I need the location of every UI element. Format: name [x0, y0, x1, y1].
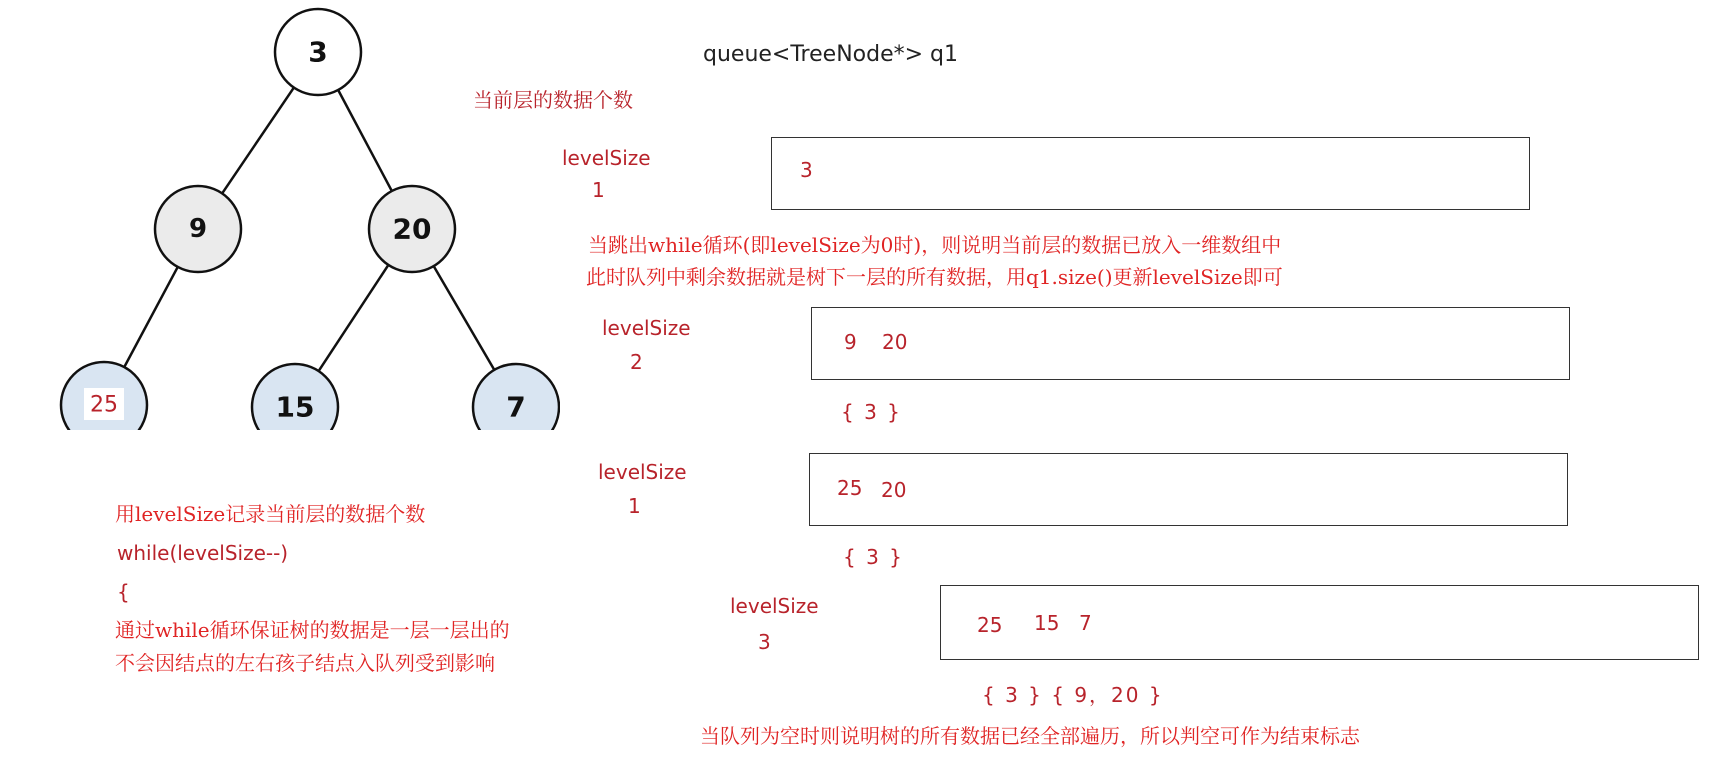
code-note-line-1: 用levelSize记录当前层的数据个数	[115, 502, 426, 526]
tree-node-value: 25	[90, 392, 118, 418]
code-note-line-2: while(levelSize--)	[117, 541, 289, 565]
tree-edge	[222, 88, 294, 194]
levelsize-label-2: levelSize	[602, 316, 691, 340]
tree-node-value: 9	[188, 214, 208, 244]
popped-nodes-3: { 3 }	[843, 545, 904, 569]
levelsize-label-1: levelSize	[562, 146, 651, 170]
tree-node-3	[275, 9, 361, 95]
queue-value: 25	[837, 476, 863, 500]
queue-value: 20	[882, 330, 908, 354]
queue-value: 3	[800, 158, 813, 182]
tree-node-20	[369, 186, 455, 272]
note-bottom: 当队列为空时则说明树的所有数据已经全部遍历，所以判空可作为结束标志	[700, 724, 1360, 748]
tree-node-value: 20	[392, 212, 432, 246]
queue-value: 7	[1079, 611, 1092, 635]
popped-nodes-2: { 3 }	[841, 400, 902, 424]
tree-node-25	[61, 362, 147, 430]
level-caption: 当前层的数据个数	[473, 88, 633, 112]
queue-box-3	[809, 453, 1568, 526]
levelsize-count-1: 1	[592, 178, 605, 202]
levelsize-count-2: 2	[630, 350, 643, 374]
levelsize-count-3: 1	[628, 494, 641, 518]
queue-box-2	[811, 307, 1570, 380]
queue-title: queue<TreeNode*> q1	[703, 42, 958, 67]
tree-node-value: 3	[308, 35, 328, 69]
tree-edge	[434, 266, 495, 370]
popped-nodes-4: { 3 } { 9，20 }	[982, 683, 1164, 707]
note-top-line-1: 当跳出while循环(即levelSize为0时)，则说明当前层的数据已放入一维数组中	[588, 233, 1282, 257]
levelsize-label-3: levelSize	[598, 460, 687, 484]
tree-node-15	[252, 364, 338, 430]
queue-box-1	[771, 137, 1530, 210]
queue-value: 9	[844, 330, 857, 354]
tree-node-value: 7	[506, 390, 526, 424]
tree-node-value: 15	[275, 390, 315, 424]
tree-edge	[338, 90, 392, 191]
levelsize-label-4: levelSize	[730, 594, 819, 618]
tree-edge	[319, 265, 389, 371]
queue-value: 20	[881, 478, 907, 502]
note-top-line-2: 此时队列中剩余数据就是树下一层的所有数据，用q1.size()更新levelSize即可	[586, 265, 1283, 289]
queue-value: 25	[977, 613, 1003, 637]
queue-value: 15	[1034, 611, 1060, 635]
levelsize-count-4: 3	[758, 630, 771, 654]
code-note-line-5: 不会因结点的左右孩子结点入队列受到影响	[115, 651, 495, 675]
tree-node-7	[473, 364, 559, 430]
tree-node-9	[155, 186, 241, 272]
binary-tree	[0, 0, 560, 430]
queue-box-4	[940, 585, 1699, 660]
code-note-line-4: 通过while循环保证树的数据是一层一层出的	[115, 618, 510, 642]
tree-edge	[124, 267, 177, 367]
tree-nodes	[61, 9, 559, 430]
code-note-line-3: {	[117, 580, 130, 604]
